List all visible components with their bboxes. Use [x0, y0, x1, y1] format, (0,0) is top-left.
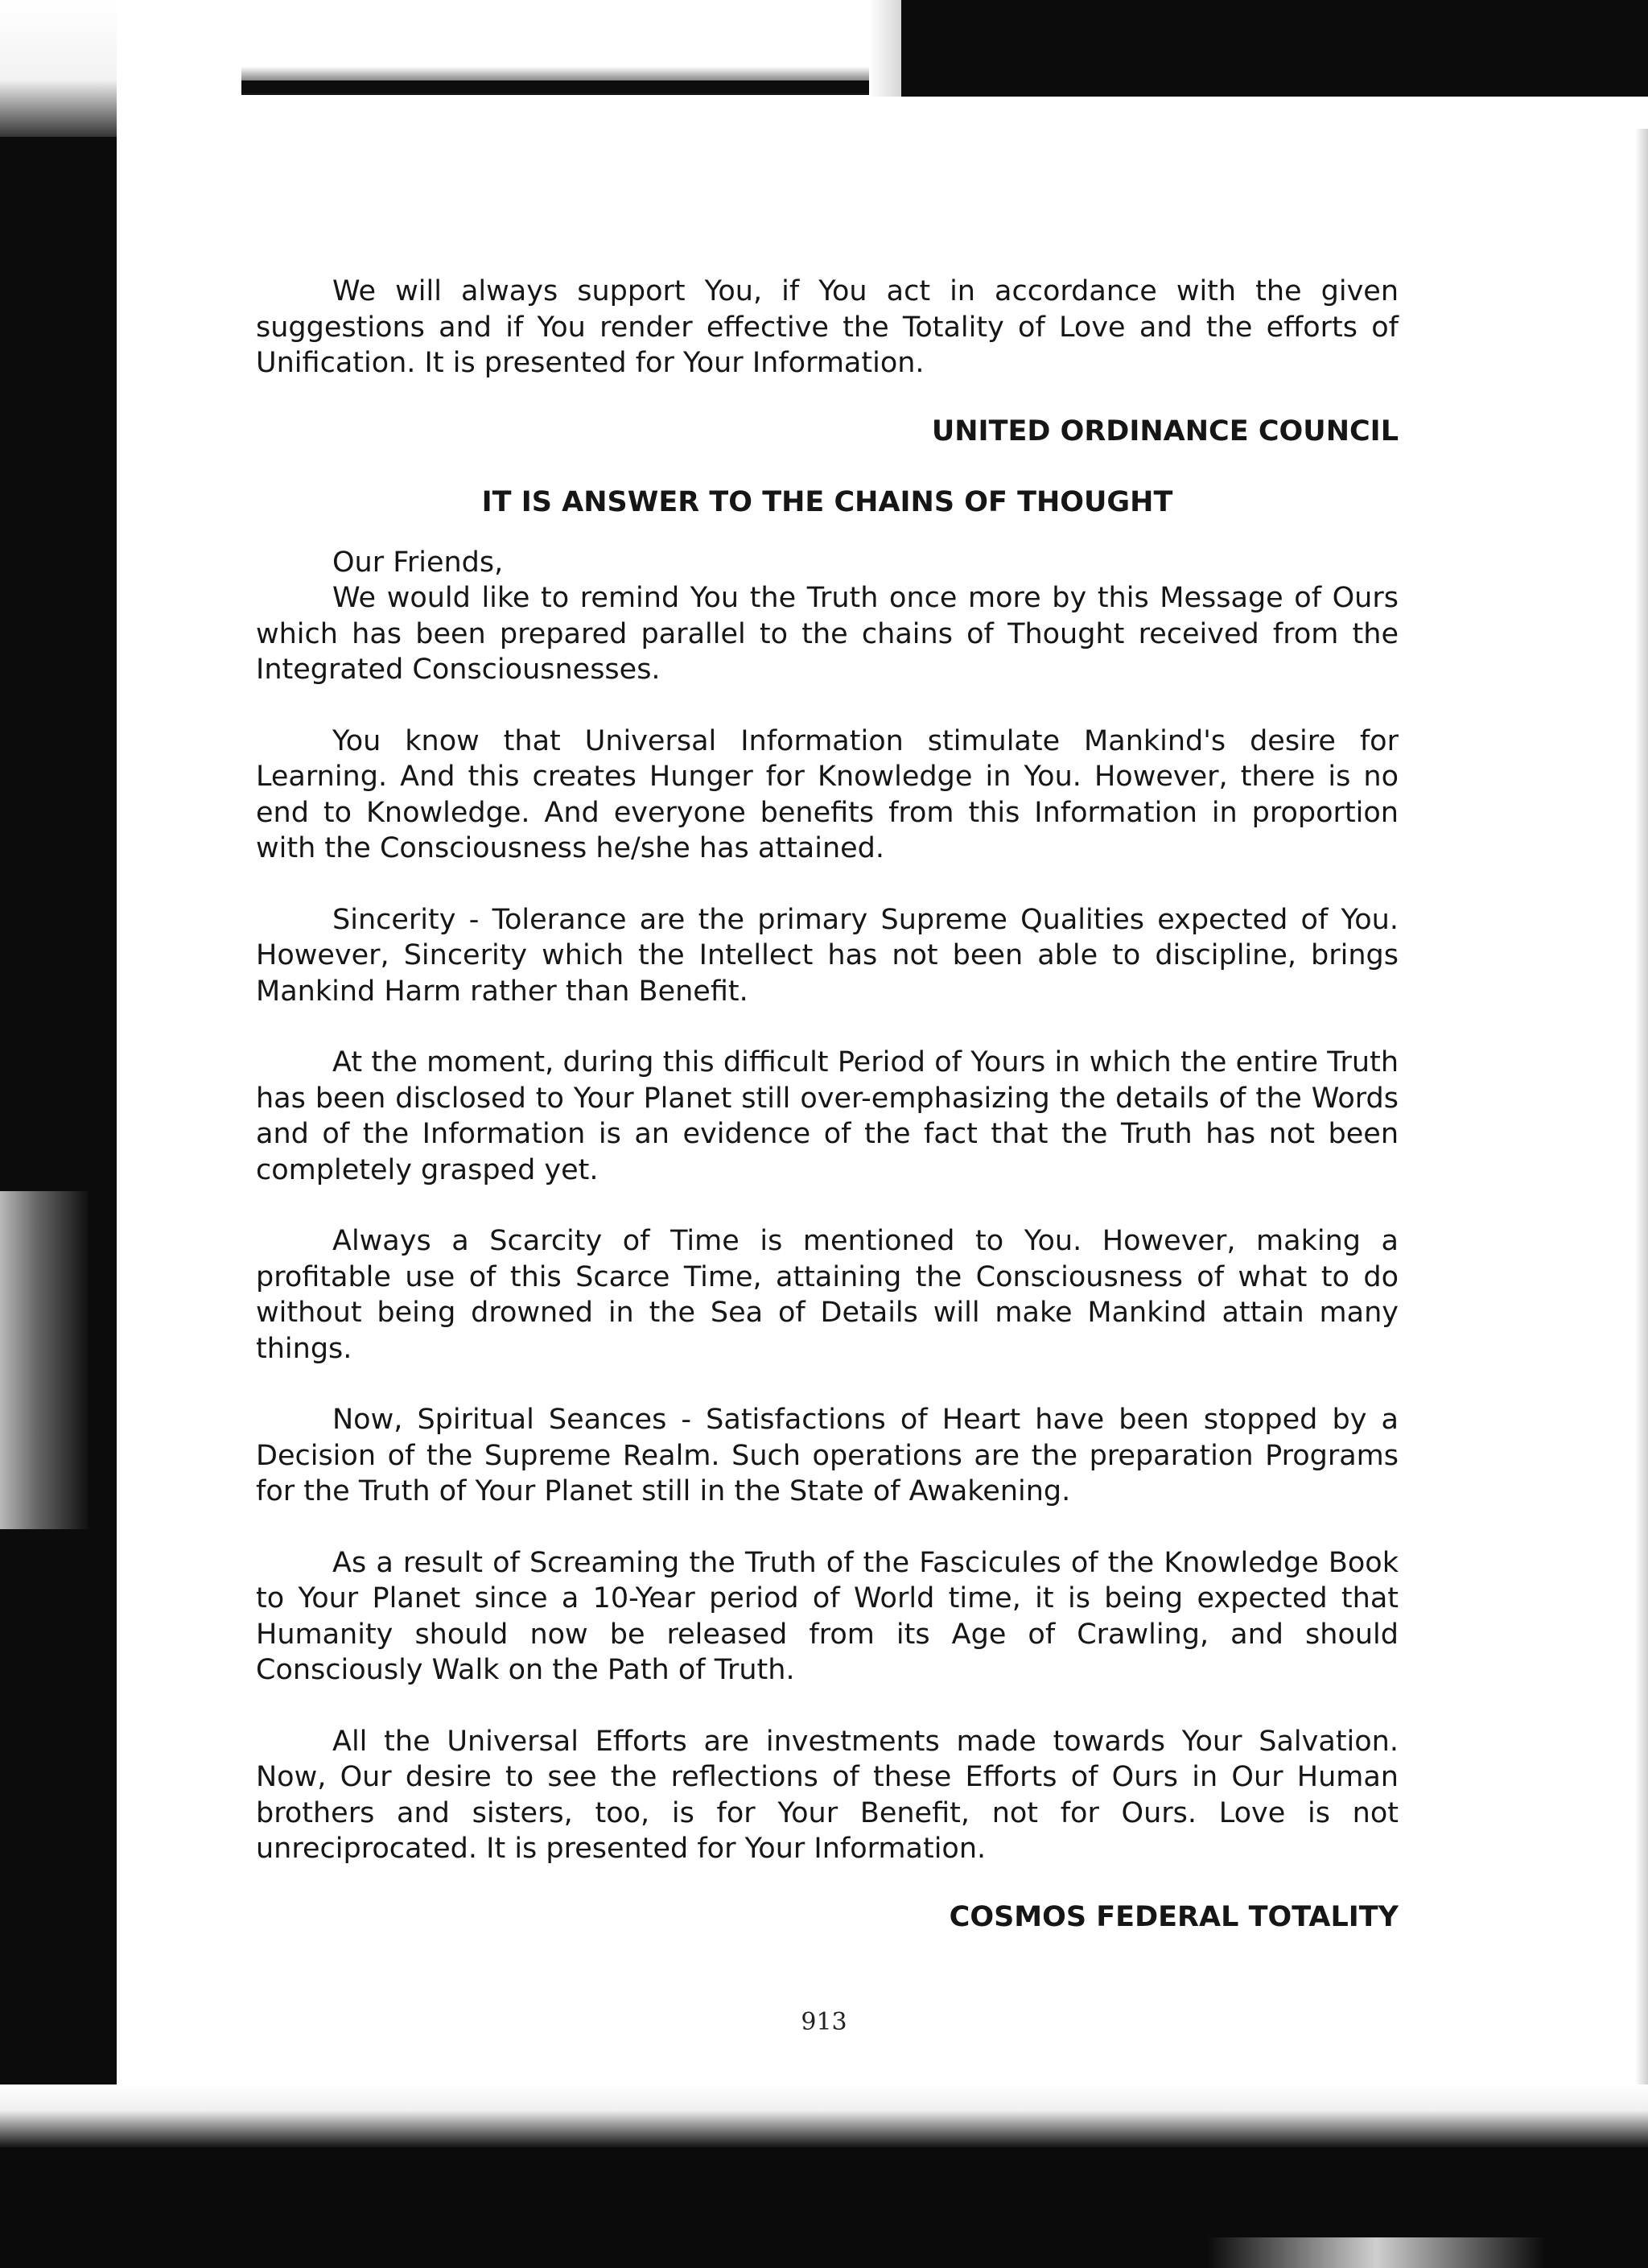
scan-shadow-left-top	[0, 0, 117, 145]
page-number: 913	[801, 2008, 847, 2036]
scan-shadow-left	[0, 137, 117, 2141]
section-heading: IT IS ANSWER TO THE CHAINS OF THOUGHT	[481, 486, 1173, 518]
body-paragraph: At the moment, during this difficult Period of Yours in which the entire Truth has been disclosed to Your Planet still over-emphasizing the details of the Words and of the Information is an evidence of the fact that the Truth has not been completely grasped yet.	[256, 1046, 1399, 1186]
scan-shadow-bottom-fade	[0, 2084, 1648, 2149]
salutation: Our Friends,	[332, 546, 504, 579]
body-paragraph: All the Universal Efforts are investments made towards Your Salvation. Now, Our desire to see the reflections of these Efforts of Ours in Our Human brothers and sisters, too, is for Your Benefit, not for Ours. Love is not unreciprocated. It is presented for Your Information.	[256, 1725, 1399, 1865]
page-body	[256, 274, 1399, 1935]
body-paragraph: As a result of Screaming the Truth of the Fascicules of the Knowledge Book to Your Planet since a 10-Year period of World time, it is being expected that Humanity should now be released from its Age of Crawling, and should Consciously Walk on the Path of Truth.	[256, 1546, 1399, 1686]
scan-edge-right	[1635, 129, 1648, 2141]
scan-streak-left	[0, 1191, 89, 1529]
scan-streak-bottom	[1207, 2237, 1545, 2268]
signature-cosmos-federal-totality: COSMOS FEDERAL TOTALITY	[949, 1900, 1399, 1933]
scan-shadow-top-right	[901, 0, 1648, 97]
body-paragraph: Always a Scarcity of Time is mentioned to You. However, making a profitable use of this Scarce Time, attaining the Consciousness of what to do without being drowned in the Sea of Details will make Mankind attain many things.	[256, 1225, 1399, 1365]
body-paragraph: Now, Spiritual Seances - Satisfactions of Heart have been stopped by a Decision of the Supreme Realm. Such operations are the preparation Programs for the Truth of Your Planet still in the State of Awakening.	[256, 1404, 1399, 1507]
body-paragraph: We will always support You, if You act in accordance with the given suggestions and if You render effective the Totality of Love and the efforts of Unification. It is presented for Your Information.	[256, 275, 1399, 379]
body-paragraph: We would like to remind You the Truth once more by this Message of Ours which has been prepared parallel to the chains of Thought received from the Integrated Consciousnesses.	[256, 582, 1399, 686]
signature-united-ordinance-council: UNITED ORDINANCE COUNCIL	[931, 414, 1399, 447]
body-paragraph: Sincerity - Tolerance are the primary Supreme Qualities expected of You. However, Sincerity which the Intellect has not been able to discipline, brings Mankind Harm rather than Benefit.	[256, 903, 1399, 1008]
body-paragraph: You know that Universal Information stimulate Mankind's desire for Learning. And this creates Hunger for Knowledge in You. However, there is no end to Knowledge. And everyone benefits from this Information in proportion with the Consciousness he/she has attained.	[256, 724, 1399, 864]
